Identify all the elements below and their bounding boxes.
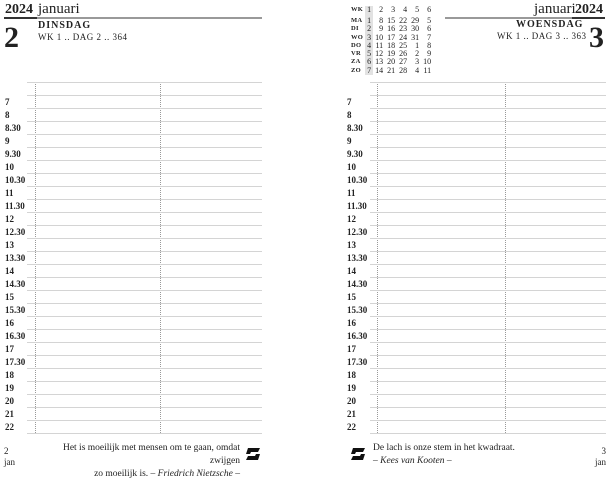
grid-line [370,407,606,408]
time-label: 16 [347,318,356,328]
time-label: 12.30 [347,227,368,237]
right-quote-author: – Kees van Kooten – [373,456,452,466]
calendar-cell: 20 [387,57,396,67]
grid-line [27,290,262,291]
left-day-info: WK 1 .. DAG 2 .. 364 [38,32,128,42]
time-label: 19 [347,383,356,393]
right-quote-text: De lach is onze stem in het kwadraat. [373,443,515,453]
time-label: 22 [347,422,356,432]
grid-line [370,329,606,330]
grid-line [27,199,262,200]
time-label: 9 [5,136,10,146]
time-label: 16 [5,318,14,328]
calendar-cell: 16 [387,24,396,34]
calendar-cell: 11 [375,40,384,50]
grid-line [370,147,606,148]
grid-line [27,329,262,330]
grid-line [370,134,606,135]
calendar-cell: 14 [375,65,384,75]
grid-line [370,186,606,187]
time-label: 15.30 [347,305,368,315]
left-day-name: DINSDAG [38,20,92,31]
left-quote-text-2: zo moeilijk is. – [94,469,156,479]
time-label: 14 [347,266,356,276]
calendar-cell: 1 [365,6,373,17]
right-footer-date [590,446,606,468]
time-label: 7 [347,97,352,107]
grid-line [370,381,606,382]
calendar-cell: 6 [427,5,432,14]
time-label: 10 [347,162,356,172]
calendar-label: MA [351,17,363,24]
calendar-cell: 30 [411,24,420,34]
grid-line [27,264,262,265]
grid-line [27,251,262,252]
calendar-cell: 1 [415,40,420,50]
time-label: 18 [347,370,356,380]
time-label: 19 [5,383,14,393]
calendar-cell: 19 [387,49,396,59]
grid-line [27,82,262,83]
calendar-label: VR [351,50,361,58]
grid-line [370,212,606,213]
time-label: 18 [5,370,14,380]
calendar-cell: 10 [423,57,432,67]
mini-calendar [349,6,433,75]
calendar-cell: 15 [387,16,396,25]
time-label: 20 [5,396,14,406]
grid-line [27,147,262,148]
left-foot-day: 2 [4,446,9,456]
calendar-cell: 4 [403,5,408,14]
grid-line [370,264,606,265]
right-foot-month: jan [595,457,606,467]
calendar-cell: 2 [367,24,372,34]
left-year: 2024 [5,2,33,17]
calendar-cell: 3 [391,5,396,14]
time-label: 10 [5,162,14,172]
grid-line [27,95,262,96]
grid-line [27,407,262,408]
time-label: 15.30 [5,305,26,315]
right-year: 2024 [575,2,603,17]
calendar-cell: 10 [375,32,384,42]
calendar-cell: 6 [367,57,372,67]
calendar-cell: 26 [399,49,408,59]
grid-line [27,368,262,369]
time-label: 9.30 [5,149,21,159]
time-label: 11.30 [347,201,367,211]
calendar-row [349,67,433,75]
calendar-cell: 18 [387,40,396,50]
calendar-cell: 17 [387,32,396,42]
time-label: 17.30 [5,357,26,367]
calendar-cell: 21 [387,65,396,75]
calendar-label: ZA [351,58,361,66]
calendar-cell: 5 [415,5,420,14]
right-day-info: WK 1 .. DAG 3 .. 363 [497,31,587,41]
grid-line [27,186,262,187]
grid-line [27,134,262,135]
grid-line [27,212,262,213]
time-label: 20 [347,396,356,406]
right-quote [373,442,573,468]
right-month: januari [534,1,576,17]
calendar-cell: 7 [367,65,372,75]
grid-line [27,225,262,226]
calendar-cell: 9 [427,49,432,59]
time-label: 13 [347,240,356,250]
calendar-cell: 11 [423,65,432,75]
grid-line [370,420,606,421]
time-label: 7 [5,97,10,107]
grid-line [370,355,606,356]
time-label: 13 [5,240,14,250]
grid-line [370,121,606,122]
time-label: 10.30 [5,175,26,185]
grid-line [370,303,606,304]
calendar-cell: 3 [415,57,420,67]
brand-logo-icon [350,447,366,461]
grid-line [370,251,606,252]
time-label: 17 [347,344,356,354]
grid-line [27,277,262,278]
left-month: januari [38,1,80,17]
time-label: 16.30 [5,331,26,341]
grid-line [370,173,606,174]
brand-logo-icon [245,447,261,461]
time-label: 9 [347,136,352,146]
left-day-number: 2 [4,21,19,54]
grid-line [370,368,606,369]
grid-line [27,121,262,122]
time-label: 15 [347,292,356,302]
grid-line [370,82,606,83]
grid-line [27,342,262,343]
time-label: 8.30 [347,123,363,133]
calendar-label: ZO [351,66,361,74]
grid-line [27,394,262,395]
time-label: 11.30 [5,201,25,211]
grid-line [370,225,606,226]
grid-line [27,303,262,304]
time-label: 14.30 [347,279,368,289]
time-label: 8 [347,110,352,120]
calendar-cell: 8 [427,40,432,50]
grid-line [27,173,262,174]
time-label: 10.30 [347,175,368,185]
grid-line [370,342,606,343]
time-label: 21 [5,409,14,419]
left-quote-text: Het is moeilijk met mensen om te gaan, omdat zwijgen [62,443,240,466]
calendar-cell: 29 [411,16,420,25]
calendar-cell: 6 [427,24,432,34]
calendar-label: WK [351,6,364,13]
time-label: 14 [5,266,14,276]
time-label: 8 [5,110,10,120]
calendar-cell: 28 [399,65,408,75]
left-header-rule [4,17,262,19]
calendar-cell: 13 [375,57,384,67]
time-label: 13.30 [347,253,368,263]
left-footer-date [4,446,15,468]
grid-line [370,277,606,278]
right-day-name: WOENSDAG [516,19,584,30]
calendar-cell: 31 [411,32,420,42]
grid-line [370,199,606,200]
grid-line [370,238,606,239]
right-schedule-grid[interactable] [370,82,606,433]
grid-line [370,394,606,395]
time-label: 12.30 [5,227,26,237]
time-label: 11 [5,188,14,198]
time-label: 15 [5,292,14,302]
time-label: 17.30 [347,357,368,367]
time-label: 13.30 [5,253,26,263]
right-foot-day: 3 [601,446,606,456]
calendar-cell: 7 [427,32,432,42]
grid-line [370,290,606,291]
calendar-cell: 2 [415,49,420,59]
calendar-cell: 24 [399,32,408,42]
time-label: 12 [5,214,14,224]
time-label: 8.30 [5,123,21,133]
calendar-label: DI [351,25,359,33]
grid-line [27,238,262,239]
calendar-cell: 4 [415,65,420,75]
left-schedule-grid[interactable] [27,82,262,433]
time-label: 21 [347,409,356,419]
grid-line [370,95,606,96]
calendar-cell: 3 [367,32,372,42]
grid-line [370,160,606,161]
time-label: 22 [5,422,14,432]
grid-line [370,316,606,317]
grid-line [27,420,262,421]
time-label: 17 [5,344,14,354]
calendar-cell: 23 [399,24,408,34]
time-label: 16.30 [347,331,368,341]
grid-line [370,108,606,109]
left-quote-author: Friedrich Nietzsche – [157,469,240,479]
calendar-cell: 5 [427,16,432,25]
left-year-rule [4,17,37,19]
calendar-cell: 22 [399,16,408,25]
calendar-cell: 2 [379,5,384,14]
grid-line [27,160,262,161]
calendar-cell: 8 [379,16,384,25]
calendar-cell: 25 [399,40,408,50]
calendar-cell: 4 [367,40,372,50]
calendar-label: DO [351,41,362,49]
calendar-cell: 1 [367,16,372,25]
grid-line [27,316,262,317]
calendar-cell: 5 [367,49,372,59]
left-quote [34,442,240,481]
time-label: 9.30 [347,149,363,159]
left-foot-month: jan [4,457,15,467]
calendar-label: WO [351,33,364,41]
calendar-cell: 12 [375,49,384,59]
time-label: 12 [347,214,356,224]
grid-line [27,381,262,382]
grid-line [27,355,262,356]
time-label: 11 [347,188,356,198]
right-day-number: 3 [589,21,604,54]
time-label: 14.30 [5,279,26,289]
grid-line [370,433,606,434]
calendar-cell: 9 [379,24,384,34]
grid-line [27,108,262,109]
grid-line [27,433,262,434]
calendar-cell: 27 [399,57,408,67]
